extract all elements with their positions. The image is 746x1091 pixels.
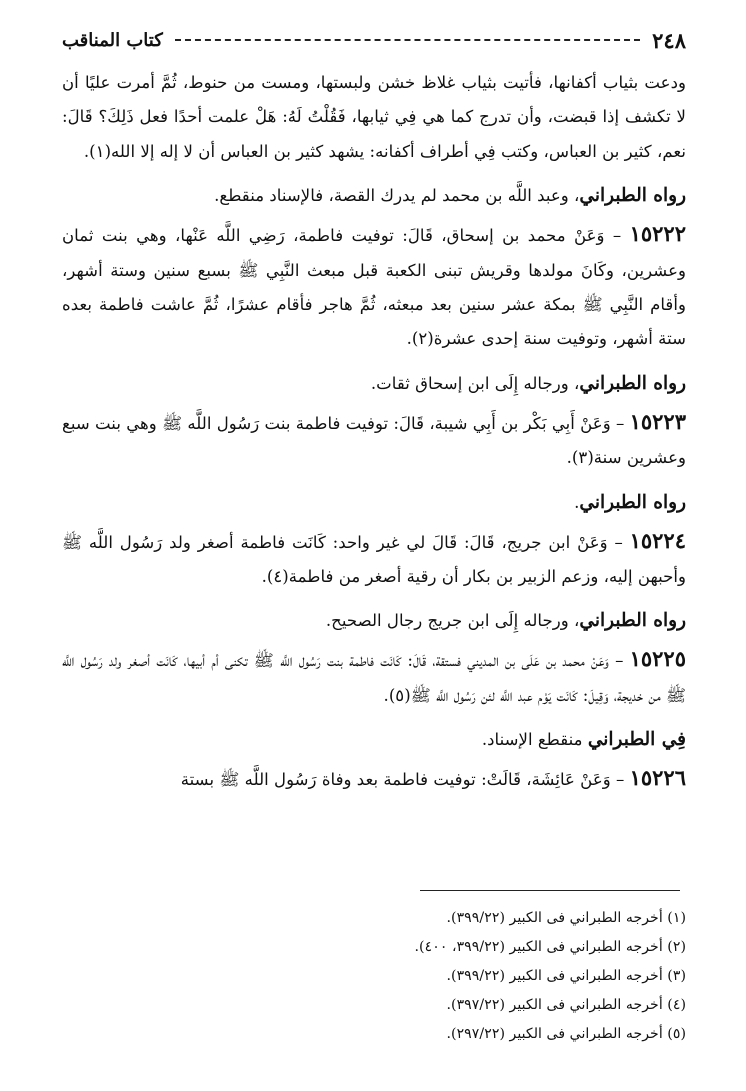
footnote: (٤) أخرجه الطبراني فى الكبير (٣٩٧/٢٢). bbox=[446, 997, 686, 1013]
paragraph bbox=[62, 66, 686, 169]
hadith-15225: ١٥٢٢٥ – وَعَنْ محمد بن عَلَى بن المديني فستقة، قَالَ: كَانَت فاطمة بنت رَسُول اللَّه ﷺ تكنى أم أبيها، كَانَت أصغر ولد رَسُول اللَّه ﷺ من خديجة، وَقِيلَ: كَانَت يَوْم عبد اللَّه لئن رَسُول اللَّه ﷺ(٥). bbox=[62, 646, 686, 705]
header-divider bbox=[175, 39, 640, 41]
narration-source: فِي الطبراني bbox=[587, 729, 686, 751]
narration-text: ، ورجاله إِلَى ابن إسحاق ثقات. bbox=[370, 373, 580, 393]
footnote: (٣) أخرجه الطبراني فى الكبير (٣٩٩/٢٢). bbox=[446, 968, 686, 984]
hadith-text: وَعَنْ ابن جريج، قَالَ: قَالَ لي غير واحد: كَانَت فاطمة أصغر ولد رَسُول اللَّه ﷺ وأحبهن إليه، وزعم الزبير بن بكار أن رقية أصغر من فاطمة(٤). bbox=[62, 532, 686, 587]
footnote: (٥) أخرجه الطبراني فى الكبير (٢٩٧/٢٢). bbox=[446, 1026, 686, 1042]
footnote: (٢) أخرجه الطبراني فى الكبير (٣٩٩/٢٢، ٤٠٠). bbox=[414, 939, 686, 955]
narration-text: منقطع الإسناد. bbox=[481, 730, 588, 750]
footnote-divider bbox=[420, 890, 680, 891]
narration-note bbox=[62, 181, 686, 211]
narration-note bbox=[62, 606, 686, 636]
narration-text: ، ورجاله إِلَى ابن جريج رجال الصحيح. bbox=[325, 611, 580, 631]
page-header bbox=[62, 26, 686, 54]
hadith-text: وَعَنْ محمد بن إسحاق، قَالَ: توفيت فاطمة، رَضِي اللَّه عَنْها، وهي بنت ثمان وعشرين، وكَانَ مولدها وقريش تبنى الكعبة قبل مبعث النَّبِي ﷺ بسبع سنين وستة أشهر، وأقام النَّبِي ﷺ بمكة عشر سنين بعد مبعثه، ثُمَّ هاجر فأقام عشرًا، ثُمَّ عاشت فاطمة بعده ستة أشهر، وتوفيت سنة إحدى عشرة(٢). bbox=[62, 226, 686, 349]
paragraph-text: ودعت بثياب أكفانها، فأتيت بثياب غلاظ خشن ولبستها، ومست من حنوط، ثُمَّ أمرت عليًا أن لا تكشف إذا قبضت، وأن تدرج كما هي فِي ثيابها، فَقُلْتُ لَهُ: هَلْ علمت أحدًا فعل ذَلِكَ؟ قَالَ: نعم، كثير بن العباس، وكتب فِي أطراف أكفانه: يشهد كثير بن العباس أن لا إله إلا الله(١). bbox=[62, 73, 686, 161]
footnote: (١) أخرجه الطبراني فى الكبير (٣٩٩/٢٢). bbox=[446, 910, 686, 926]
narration-source: رواه الطبراني bbox=[579, 185, 686, 207]
hadith-number: ١٥٢٢٣ bbox=[629, 408, 686, 434]
main-text bbox=[62, 66, 686, 798]
narration-note bbox=[62, 488, 686, 518]
narration-source: رواه الطبراني bbox=[579, 491, 686, 513]
narration-source: رواه الطبراني bbox=[579, 610, 686, 632]
narration-text: ، وعبد اللَّه بن محمد لم يدرك القصة، فالإسناد منقطع. bbox=[214, 186, 580, 206]
hadith-15222: ١٥٢٢٢ – وَعَنْ محمد بن إسحاق، قَالَ: توفيت فاطمة، رَضِي اللَّه عَنْها، وهي بنت ثمان وعشرين، وكَانَ مولدها وقريش تبنى الكعبة قبل مبعث النَّبِي ﷺ بسبع سنين وستة أشهر، وأقام النَّبِي ﷺ بمكة عشر سنين بعد مبعثه، ثُمَّ هاجر فأقام عشرًا، ثُمَّ عاشت فاطمة بعده ستة أشهر، وتوفيت سنة إحدى عشرة(٢). bbox=[62, 221, 686, 349]
narration-source: رواه الطبراني bbox=[579, 372, 686, 394]
page-number: ٢٤٨ bbox=[652, 27, 686, 53]
hadith-number: ١٥٢٢٤ bbox=[629, 527, 686, 553]
footnotes bbox=[62, 904, 686, 1049]
narration-note bbox=[62, 725, 686, 755]
hadith-text: وَعَنْ محمد بن عَلَى بن المديني فستقة، قَالَ: كَانَت فاطمة بنت رَسُول اللَّه ﷺ تكنى أم أبيها، كَانَت أصغر ولد رَسُول اللَّه ﷺ من خديجة، وَقِيلَ: كَانَت يَوْم عبد اللَّه لئن رَسُول اللَّه ﷺ(٥). bbox=[62, 651, 686, 705]
narration-text: . bbox=[574, 492, 580, 512]
hadith-number: ١٥٢٢٢ bbox=[629, 221, 686, 247]
hadith-number: ١٥٢٢٦ bbox=[629, 765, 686, 791]
narration-note bbox=[62, 369, 686, 399]
hadith-15223: ١٥٢٢٣ – وَعَنْ أَبِي بَكْر بن أَبِي شيبة، قَالَ: توفيت فاطمة بنت رَسُول اللَّه ﷺ وهي بنت سبع وعشرين سنة(٣). bbox=[62, 408, 686, 468]
hadith-text: وَعَنْ عَائِشَة، قَالَتْ: توفيت فاطمة بعد وفاة رَسُول اللَّه ﷺ بستة bbox=[180, 770, 611, 790]
hadith-15224: ١٥٢٢٤ – وَعَنْ ابن جريج، قَالَ: قَالَ لي غير واحد: كَانَت فاطمة أصغر ولد رَسُول اللَّه ﷺ وأحبهن إليه، وزعم الزبير بن بكار أن رقية أصغر من فاطمة(٤). bbox=[62, 527, 686, 587]
hadith-text: وَعَنْ أَبِي بَكْر بن أَبِي شيبة، قَالَ: توفيت فاطمة بنت رَسُول اللَّه ﷺ وهي بنت سبع وعشرين سنة(٣). bbox=[62, 413, 686, 468]
hadith-number: ١٥٢٢٥ bbox=[629, 646, 686, 672]
book-title: كتاب المناقب bbox=[62, 29, 163, 51]
hadith-15226: ١٥٢٢٦ – وَعَنْ عَائِشَة، قَالَتْ: توفيت فاطمة بعد وفاة رَسُول اللَّه ﷺ بستة bbox=[180, 765, 686, 791]
